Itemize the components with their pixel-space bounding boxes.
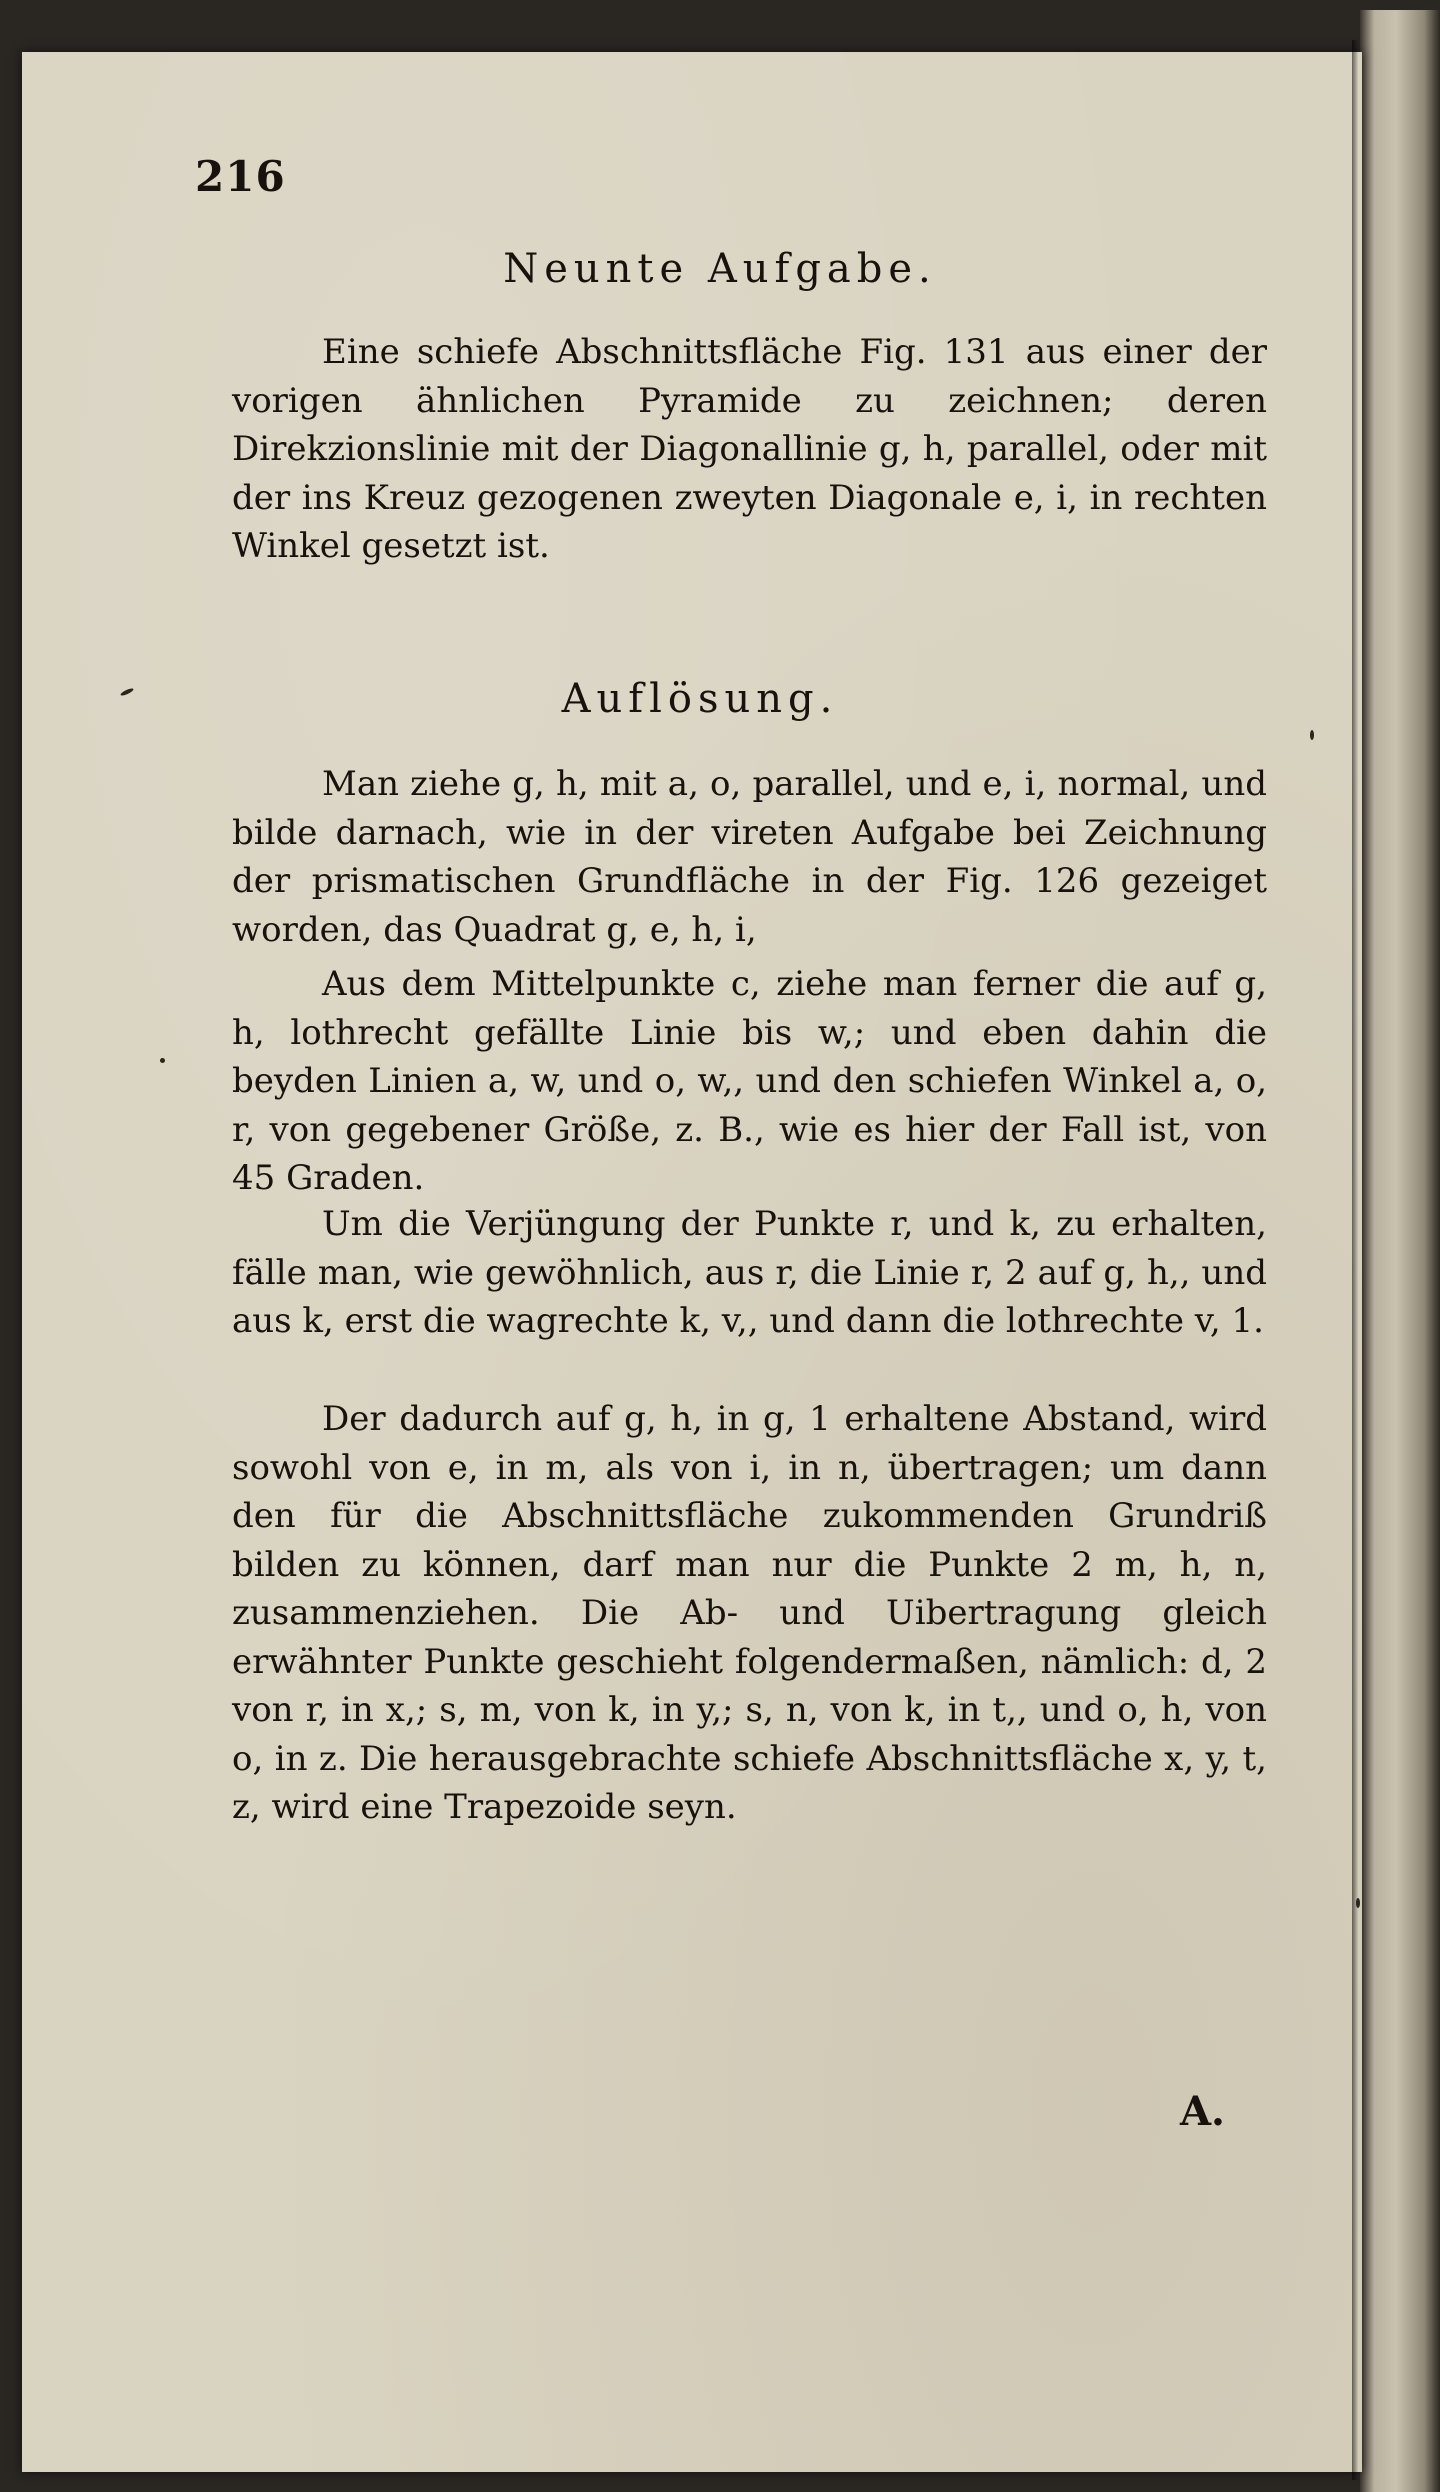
page-number: 216 [195,152,286,201]
catchword: A. [1180,2088,1225,2135]
facing-page-edge [1360,10,1440,2492]
solution-paragraph: Um die Verjüngung der Punkte r, und k, zu erhalten, fälle man, wie gewöhnlich, aus r, die Linie r, 2 auf g, h,, und aus k, erst die wagrechte k, v,, und dann die lothrechte v, 1. [232,1204,1267,1341]
solution-paragraph: Aus dem Mittelpunkte c, ziehe man ferner die auf g, h, lothrecht gefällte Linie bis w,; und eben dahin die beyden Linien a, w, und o, w,, und den schiefen Winkel a, o, r, von gegebener Größe, z. B., wie es hier der Fall ist, von 45 Graden. [232,964,1267,1198]
paper-speck [1356,1898,1360,1908]
paper-speck [160,1058,165,1063]
solution-paragraph: Man ziehe g, h, mit a, o, parallel, und e, i, normal, und bilde darnach, wie in der vireten Aufgabe bei Zeichnung der prismatischen Grundfläche in der Fig. 126 gezeiget worden, das Quadrat g, e, h, i, [232,764,1267,950]
solution-heading: Auflösung. [561,676,839,722]
solution-paragraph: Der dadurch auf g, h, in g, 1 erhaltene Abstand, wird sowohl von e, in m, als von i, in n, übertragen; um dann den für die Abschnittsfläche zukommenden Grundriß bilden zu können, darf man nur die Punkte 2 m, h, n, zusammenziehen. Die Ab- und Uibertragung gleich erwähnter Punkte geschieht folgendermaßen, nämlich: d, 2 von r, in x,; s, m, von k, in y,; s, n, von k, in t,, und o, h, von o, in z. Die herausgebrachte schiefe Abschnittsfläche x, y, t, z, wird eine Trapezoide seyn. [232,1399,1267,1827]
paper-speck [1310,730,1314,740]
problem-paragraph: Eine schiefe Abschnittsfläche Fig. 131 aus einer der vorigen ähnlichen Pyramide zu zeichnen; deren Direkzionslinie mit der Diagonallinie g, h, parallel, oder mit der ins Kreuz gezogenen zweyten Diagonale e, i, in rechten Winkel gesetzt ist. [232,332,1267,566]
page-gutter-shadow [1352,40,1358,2480]
section-title: Neunte Aufgabe. [503,246,937,292]
